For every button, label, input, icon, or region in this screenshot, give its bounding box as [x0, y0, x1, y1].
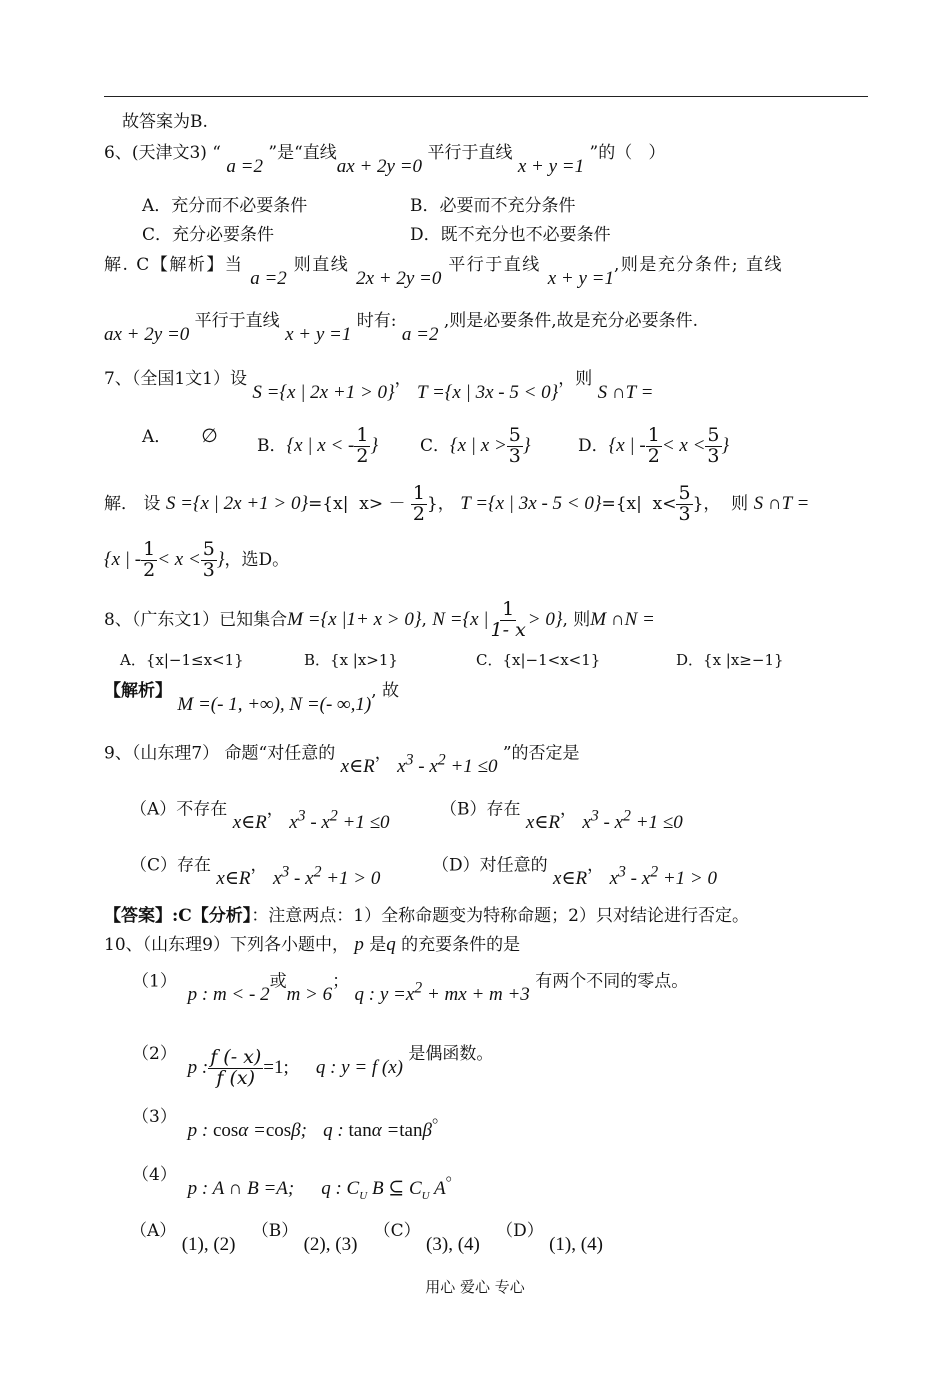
page-footer: 用心 爱心 专心 — [425, 1278, 525, 1296]
q6-option-d: D．既不充分也不必要条件 — [410, 225, 611, 245]
q10-item-2: （2） p : $\frac{f (- x)}{f (x)}$ =1; q : y = f (x) 是偶函数。 — [132, 1043, 494, 1089]
q8-option-a: A．{x|−1≤x<1} — [120, 651, 244, 669]
q8-solution: 【解析】 M =(- 1, +∞), N =(- ∞,1), 故 — [104, 681, 399, 715]
question-6: 6、(天津文3) “ a =2 ”是“直线ax + 2y =0 平行于直线 x + y =1 ”的（ ） — [104, 143, 666, 177]
q10-item-4: （4） p : A ∩ B =A; q : $C_U$ B ⊆ $C_U$ A。 — [132, 1165, 463, 1202]
q10-item-2-tail: 是偶函数。 — [408, 1043, 494, 1064]
q7-solution-line2: {x | - $\frac{1}{2}$ < x < $\frac{5}{3}$ }，选D。 — [104, 538, 290, 581]
q10-options: （A） (1), (2) （B） (2), (3) （C） (3), (4) （D） (1), (4) — [130, 1221, 603, 1255]
q10-item-1: （1） p : m < - 2或m > 6； q : $y =x^2$ + mx + m +3 有两个不同的零点。 — [132, 971, 689, 1006]
q7-option-c: C．{x | x > $\frac{5}{3}$ } — [420, 424, 531, 467]
q7-options: A． ∅ — [142, 426, 218, 447]
q10-item-3: （3） p : cosα =cosβ; q : tanα =tanβ。 — [132, 1107, 449, 1141]
q10-item-1-tail: 有两个不同的零点。 — [535, 971, 689, 992]
q9-option-a: （A）不存在 x∈R， $x^3 - x^2 +1 \le 0$ — [130, 799, 390, 834]
q9-answer: 【答案】:C【分析】：注意两点：1）全称命题变为特称命题；2）只对结论进行否定。 — [104, 906, 749, 926]
question-9: 9、（山东理7） 命题“对任意的 x∈R， $x^3 - x^2 +1 \le 0$ ”的否定是 — [104, 743, 580, 778]
q6-solution-line1: 解. C【解析】当 a =2 则直线 2x + 2y =0 平行于直线 x + y =1,则是充分条件; 直线 — [104, 255, 783, 289]
question-10: 10、（山东理9）下列各小题中， p 是q 的充要条件的是 — [104, 934, 521, 955]
question-7: 7、（全国1文1）设 S ={x | 2x +1 > 0}， T ={x | 3x - 5 < 0}，则 S ∩T = — [104, 369, 654, 403]
q8-option-c: C．{x|−1<x<1} — [476, 651, 601, 669]
q8-option-b: B．{x |x>1} — [304, 651, 398, 669]
q9-option-c: （C）存在 x∈R， $x^3 - x^2 +1 > 0$ — [130, 855, 381, 890]
q6-option-b: B．必要而不充分条件 — [410, 196, 576, 216]
q7-option-b: B．{x | x < - $\frac{1}{2}$ } — [257, 424, 379, 467]
q7-option-d: D．{x | - $\frac{1}{2}$ < x < $\frac{5}{3}$ } — [578, 424, 730, 467]
q6-option-c: C．充分必要条件 — [142, 225, 275, 245]
header-rule — [104, 96, 868, 97]
q8-option-d: D．{x |x≥−1} — [676, 651, 784, 669]
q9-option-b: （B）存在 x∈R， $x^3 - x^2 +1 \le 0$ — [440, 799, 683, 834]
answer-line: 故答案为B. — [122, 112, 208, 132]
q9-option-d: （D）对任意的 x∈R， $x^3 - x^2 +1 > 0$ — [432, 855, 718, 890]
question-8: 8、（广东文1）已知集合M ={x |1+ x > 0}, N ={x | $\frac{1}{1- x}$ > 0}, 则M ∩N = — [104, 598, 655, 641]
q7-solution-line1: 解． 设 S ={x | 2x +1 > 0}={x| x> － $\frac{1}{2}$ }， T ={x | 3x - 5 < 0}={x| x< $\frac{5}{3}$ }， 则 S ∩T = — [104, 482, 810, 525]
q6-option-a: A．充分而不必要条件 — [142, 196, 308, 216]
q6-solution-line2: ax + 2y =0 平行于直线 x + y =1 时有: a =2 ,则是必要条件,故是充分必要条件. — [104, 311, 699, 345]
